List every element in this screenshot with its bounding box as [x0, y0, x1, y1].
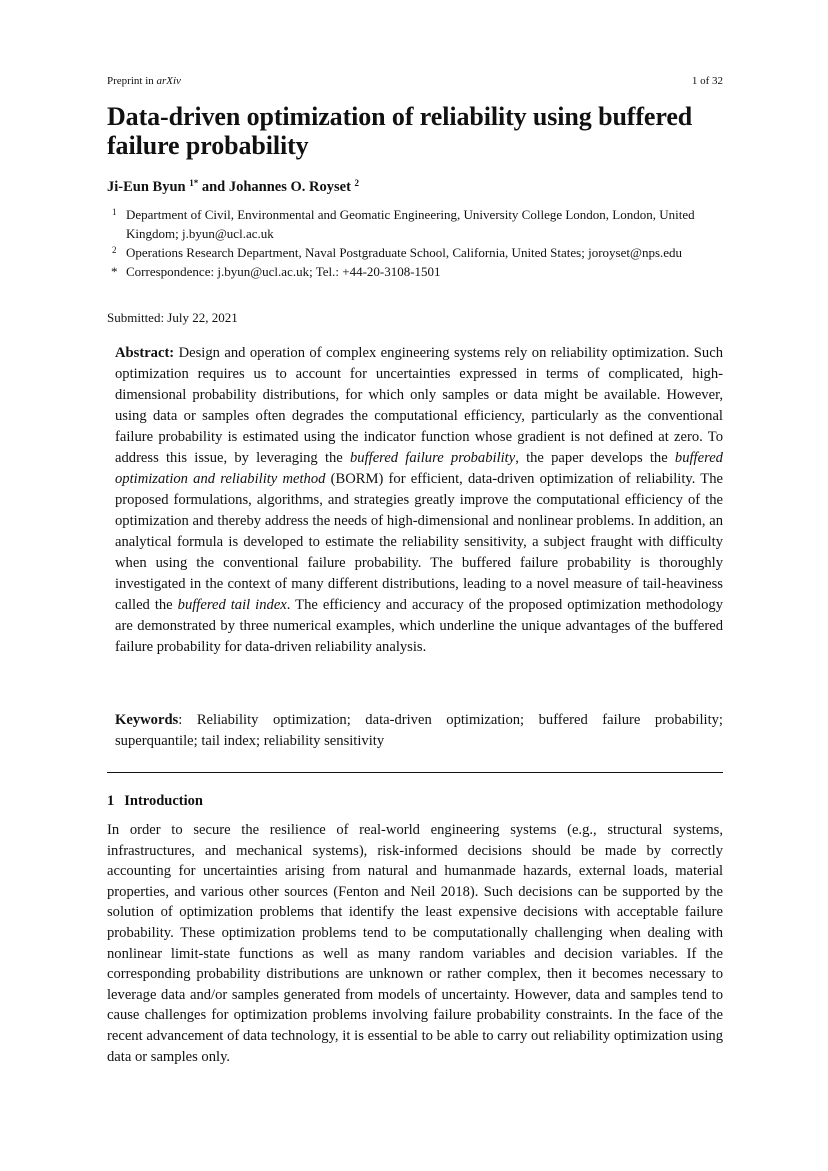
section-heading	[107, 791, 203, 811]
keywords	[115, 710, 723, 752]
affiliation-text: Operations Research Department, Naval Postgraduate School, California, United States; joroyset@nps.edu	[126, 245, 683, 260]
journal-label: Preprint in arXiv	[107, 75, 181, 87]
emphasis-term: buffered optimization and reliability method	[115, 450, 723, 487]
keywords-text: : Reliability optimization; data-driven optimization; buffered failure probability; superquantile; tail index; reliability sensitivity	[115, 712, 723, 749]
affiliation-text: Department of Civil, Environmental and Geomatic Engineering, University College London, London, United Kingdom; j.byun@ucl.ac.uk	[126, 207, 695, 241]
section-number: 1	[107, 793, 115, 809]
correspondence-text: Correspondence: j.byun@ucl.ac.uk; Tel.: +44-20-3108-1501	[126, 264, 441, 279]
author-affiliation-mark: 2	[354, 178, 360, 188]
intro-paragraph: In order to secure the resilience of real-world engineering systems (e.g., structural systems, infrastructures, and mechanical systems), risk-informed decisions should be made by correctly accounting for uncertainties arising from natural and humanmade hazards, external loads, material properties, and various other sources (Fenton and Neil 2018). Such decisions can be supported by the solution of optimization problems that identify the least expensive decisions with acceptable failure probability. These optimization problems tend to be computationally challenging when dealing with nonlinear limit-state functions as well as many random variables and decision variables. If the corresponding probability distributions are unknown or rather complex, then it becomes necessary to leverage data and/or samples generated from models of uncertainty. However, data and samples tend to cause challenges for optimization problems involving failure probability constraints. In the face of the recent advancement of data technology, it is essential to be able to carry out reliability optimization using data or samples only.	[107, 822, 723, 1065]
page-number: 1 of 32	[691, 75, 723, 87]
abstract: Abstract: Design and operation of complex engineering systems rely on reliability optimization. Such optimization requires us to account for uncertainties expressed in terms of complicated, high-dimensional probability distributions, for which only samples or data might be available. However, using data or samples often degrades the computational efficiency, particularly as the conventional failure probability is estimated using the indicator function whose gradient is not defined at zero. To address this issue, by leveraging the buffered failure probability, the paper develops the buffered optimization and reliability method (BORM) for efficient, data-driven optimization of reliability. The proposed formulations, algorithms, and strategies greatly improve the computational efficiency of the optimization and thereby address the needs of high-dimensional and nonlinear problems. In addition, an analytical formula is developed to estimate the reliability sensitivity, a subject fraught with difficulty when using the conventional failure probability. The buffered failure probability is thoroughly investigated in the context of many different distributions, leading to a novel measure of tail-heaviness called the buffered tail index. The efficiency and accuracy of the proposed optimization methodology are demonstrated by three numerical examples, which underline the unique advantages of the buffered failure probability for data-driven reliability analysis.	[115, 345, 724, 655]
author-affiliation-mark: 1*	[189, 178, 199, 188]
author-name: Johannes O. Royset	[228, 179, 351, 195]
author-name: Ji-Eun Byun	[107, 179, 186, 195]
correspondence-item	[107, 262, 707, 281]
emphasis-term: buffered tail index	[177, 597, 287, 613]
paper-title: Data-driven optimization of reliability using buffered failure probability	[107, 102, 693, 160]
affiliation-item	[107, 243, 707, 262]
paper-page	[107, 0, 723, 1171]
affiliation-list	[107, 205, 707, 281]
submission-date: Submitted: July 22, 2021	[107, 310, 238, 325]
author-joiner: and	[201, 179, 226, 195]
author-list	[107, 178, 723, 196]
section-divider	[107, 772, 723, 773]
emphasis-term: buffered failure probability	[350, 450, 516, 466]
abstract-label: Abstract:	[115, 345, 175, 361]
affiliation-mark: 2	[112, 245, 117, 255]
journal-name: arXiv	[156, 75, 181, 87]
running-head	[107, 74, 723, 88]
affiliation-mark: 1	[112, 207, 117, 217]
section-title: Introduction	[124, 793, 203, 809]
correspondence-mark: *	[111, 264, 118, 279]
affiliation-item	[107, 205, 707, 243]
keywords-label: Keywords	[115, 712, 179, 728]
